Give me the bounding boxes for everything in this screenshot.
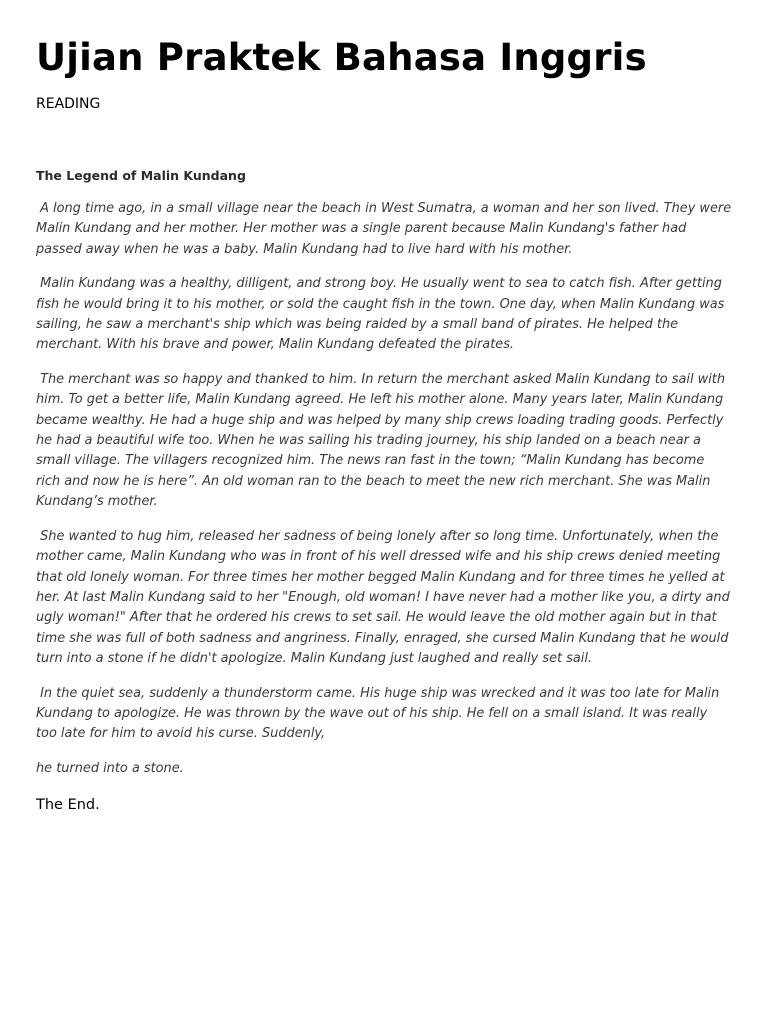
story-paragraph: The merchant was so happy and thanked to him. In return the merchant asked Malin Kundang to sail with him. To get a better life, Malin Kundang agreed. He left his mother alone. Many years later, Malin Kundang became wealthy. He had a huge ship and was helped by many ship crews loading trading goods. Perfectly he had a beautiful wife too. When he was sailing his trading journey, his ship landed on a beach near a small village. The villagers recognized him. The news ran fast in the town; “Malin Kundang has become rich and now he is here”. An old woman ran to the beach to meet the new rich merchant. She was Malin Kundang’s mother. [36,371,730,510]
section-heading: READING [36,96,101,112]
story-paragraph: he turned into a stone. [36,760,184,776]
story-title: The Legend of Malin Kundang [36,168,246,183]
story-paragraph: A long time ago, in a small village near the beach in West Sumatra, a woman and her son lived. They were Malin Kundang and her mother. Her mother was a single parent because Malin Kundang's father had passed away when he was a baby. Malin Kundang had to live hard with his mother. [36,201,736,257]
story-paragraph: She wanted to hug him, released her sadness of being lonely after so long time. Unfortunately, when the mother came, Malin Kundang who was in front of his well dressed wife and his ship crews denied meeting that old lonely woman. For three times her mother begged Malin Kundang and for three times he yelled at her. At last Malin Kundang said to her "Enough, old woman! I have never had a mother like you, a dirty and ugly woman!" After that he ordered his crews to set sail. He would leave the old mother again but in that time she was full of both sadness and angriness. Finally, enraged, she cursed Malin Kundang that he would turn into a stone if he didn't apologize. Malin Kundang just laughed and really set sail. [36,528,734,667]
story-paragraph: In the quiet sea, suddenly a thunderstorm came. His huge ship was wrecked and it was too late for Malin Kundang to apologize. He was thrown by the wave out of his ship. He fell on a small island. It was really too late for him to avoid his curse. Suddenly, [36,685,724,742]
page-title: Ujian Praktek Bahasa Inggris [36,36,647,79]
story-ending: The End. [36,797,100,814]
story-paragraph: Malin Kundang was a healthy, dilligent, and strong boy. He usually went to sea to catch fish. After getting fish he would bring it to his mother, or sold the caught fish in the town. One day, when Malin Kundang was sailing, he saw a merchant's ship which was being raided by a small band of pirates. He helped the merchant. With his brave and power, Malin Kundang defeated the pirates. [36,276,729,353]
